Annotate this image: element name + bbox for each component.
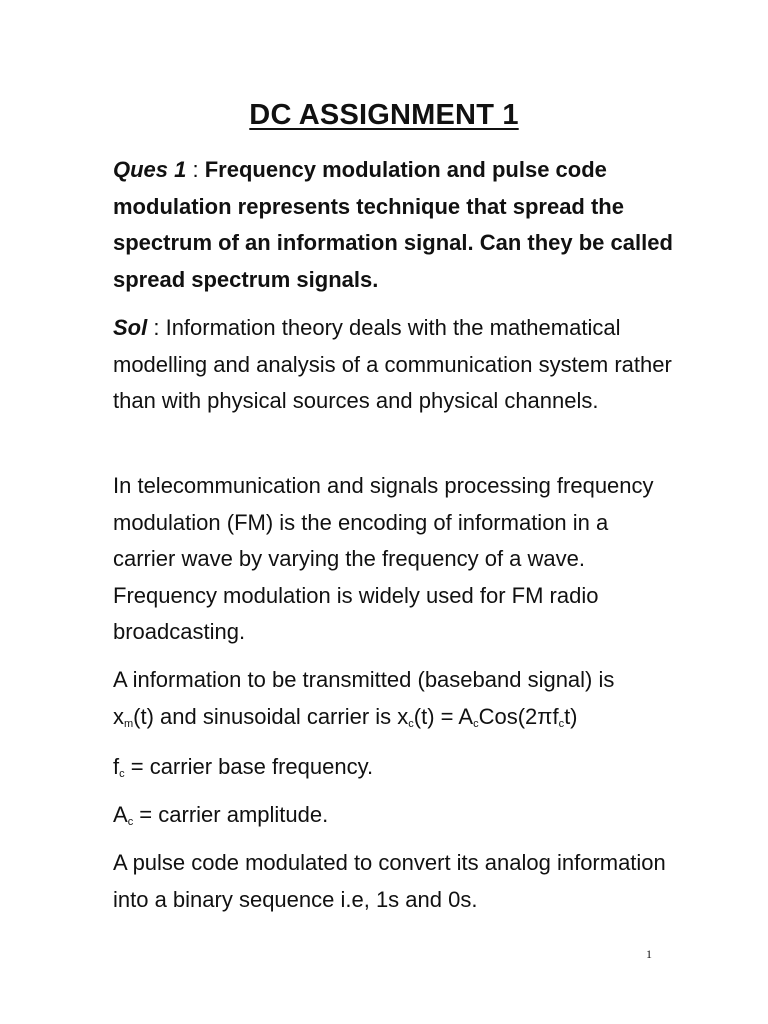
ac-subscript: c xyxy=(473,717,479,730)
question-label: Ques 1 xyxy=(113,157,187,182)
solution-text: Information theory deals with the mathematical modelling and analysis of a communication system rather than with physical sources and physical channels. xyxy=(113,315,672,413)
fc-definition-text: = carrier base frequency. xyxy=(124,754,374,779)
signal-definition-paragraph xyxy=(113,662,673,735)
ac-definition xyxy=(113,797,673,834)
solution-paragraph xyxy=(113,310,673,420)
info-line-1: A information to be transmitted (baseband signal) is xyxy=(113,667,615,692)
fc-subscript: c xyxy=(558,717,565,730)
fc-definition-subscript: c xyxy=(119,768,125,780)
question-paragraph xyxy=(113,152,673,298)
info-mid: (t) and sinusoidal carrier is x xyxy=(133,703,409,729)
ac-definition-subscript: c xyxy=(127,816,134,828)
xm-subscript: m xyxy=(124,717,134,730)
question-separator: : xyxy=(186,157,205,182)
telecom-paragraph: In telecommunication and signals processing frequency modulation (FM) is the encoding of information in a carrier wave by varying the frequency of a wave. Frequency modulation is widely used for FM radio broadcasting. xyxy=(113,473,654,644)
ac-symbol: A xyxy=(113,802,128,827)
xm-symbol: x xyxy=(113,703,124,729)
fc-symbol: f xyxy=(113,754,120,779)
page-number: 1 xyxy=(646,947,652,961)
fc-definition xyxy=(113,749,673,786)
solution-label: Sol xyxy=(113,315,148,340)
solution-separator: : xyxy=(147,315,166,340)
info-eq: (t) = A xyxy=(413,703,474,729)
info-cos: Cos(2πf xyxy=(478,703,559,729)
info-end: t) xyxy=(564,703,578,729)
question-text: Frequency modulation and pulse code modulation represents technique that spread the spectrum of an information signal. Can they be called spread spectrum signals. xyxy=(113,157,673,292)
ac-definition-text: = carrier amplitude. xyxy=(133,802,329,827)
xc-subscript: c xyxy=(408,717,414,730)
pcm-paragraph: A pulse code modulated to convert its analog information into a binary sequence i.e, 1s and 0s. xyxy=(113,850,666,912)
document-title: DC ASSIGNMENT 1 xyxy=(249,99,519,131)
